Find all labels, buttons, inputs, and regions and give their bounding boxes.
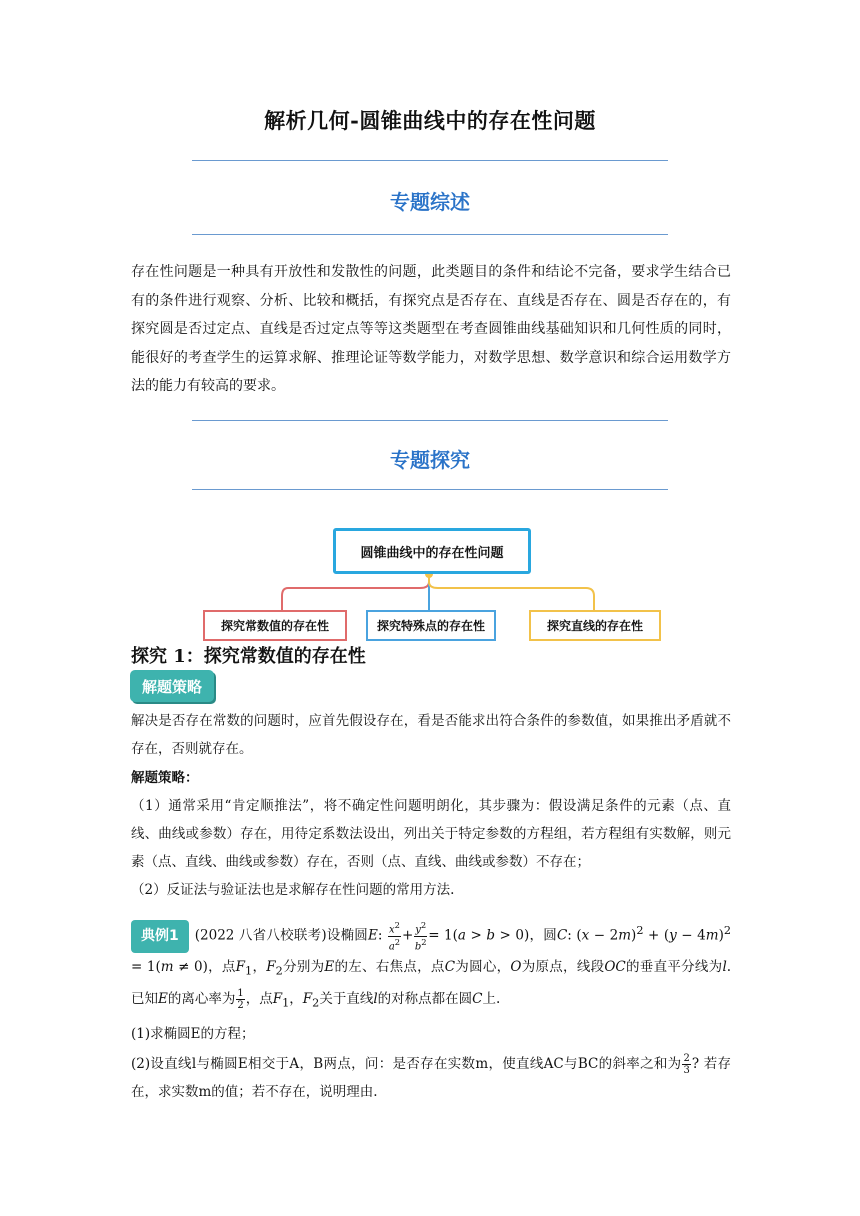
part1-heading: 探究 1：探究常数值的存在性 xyxy=(131,646,366,667)
strategy-tag: 解题策略 xyxy=(130,670,214,702)
question-2-followup: 若存在，求实数m的值；若不存在，说明理由. xyxy=(131,1056,732,1100)
fraction: $\frac{2}{3}$ xyxy=(683,1053,690,1076)
section-heading-overview: 专题综述 xyxy=(390,190,470,214)
mind-map-branch-constant: 探究常数值的存在性 xyxy=(203,610,347,641)
mind-map-branch-line: 探究直线的存在性 xyxy=(529,610,661,641)
divider xyxy=(192,160,668,161)
mind-map-root: 圆锥曲线中的存在性问题 xyxy=(333,528,531,574)
question-2-text: (2)设直线l与椭圆E相交于A，B两点，问：是否存在实数m，使直线AC与BC的斜率之和为 xyxy=(131,1056,682,1072)
divider xyxy=(192,234,668,235)
strategy-item-2: （2）反证法与验证法也是求解存在性问题的常用方法. xyxy=(131,882,455,898)
divider xyxy=(192,489,668,490)
mind-map xyxy=(200,522,660,642)
overview-paragraph: 存在性问题是一种具有开放性和发散性的问题，此类题目的条件和结论不完备，要求学生结合已有的条件进行观察、分析、比较和概括，有探究点是否存在、直线是否存在、圆是否存在的，有探究圆是否过定点、直线是否过定点等等这类题型在考查圆锥曲线基础知识和几何性质的同时，能很好的考查学生的运算求解、推理论证等数学能力，对数学思想、数学意识和综合运用数学方法的能力有较高的要求。 xyxy=(131,264,731,394)
fraction: $\frac{1}{2}$ xyxy=(237,988,244,1012)
question-1: (1)求椭圆E的方程； xyxy=(131,1026,255,1042)
part1-intro: 解决是否存在常数的问题时，应首先假设存在，看是否能求出符合条件的参数值，如果推出矛盾就不存在，否则就存在。 xyxy=(131,713,731,757)
divider xyxy=(192,420,668,421)
question-2: (2)设直线l与椭圆E相交于A，B两点，问：是否存在实数m，使直线AC与BC的斜率之和为 $\frac{2}{3}$ ? 若存在，求实数m的值；若不存在，说明理由. xyxy=(131,1053,732,1100)
document-title: 解析几何-圆锥曲线中的存在性问题 xyxy=(264,108,596,133)
strategy-item-1: （1）通常采用“肯定顺推法”，将不确定性问题明朗化，其步骤为：假设满足条件的元素（点、直线、曲线或参数）存在，用待定系数法设出，列出关于特定参数的方程组，若方程组有实数解，则元素（点、直线、曲线或参数）存在，否则（点、直线、曲线或参数）不存在； xyxy=(131,798,731,870)
mind-map-branch-point: 探究特殊点的存在性 xyxy=(366,610,496,641)
example-1: 典例1 (2022 八省八校联考)设椭圆E: $\frac{x^2}{a^2}$ + $\frac{y^2}{b^2}$ = 1(a > b > 0)，圆C: $(x - 2m)^2 + (y - 4m)^2 = 1(m \ne 0)$，点$F_1$，$F_2$分别为E的左、右焦点，点C为圆心，O为原点，线段OC的垂直平分线为l.已知E的离心率为 $\frac{1}{2}$ ，点$F_1$，$F_2$关于直线l的对称点都在圆C上. xyxy=(131,920,732,1012)
example-source: (2022 八省八校联考) xyxy=(194,927,327,944)
section-heading-exploration: 专题探究 xyxy=(390,448,470,472)
fraction: $\frac{y^2}{b^2}$ xyxy=(414,920,427,952)
strategy-label: 解题策略： xyxy=(131,770,199,786)
fraction: $\frac{x^2}{a^2}$ xyxy=(388,920,401,952)
example-tag: 典例1 xyxy=(131,920,189,953)
